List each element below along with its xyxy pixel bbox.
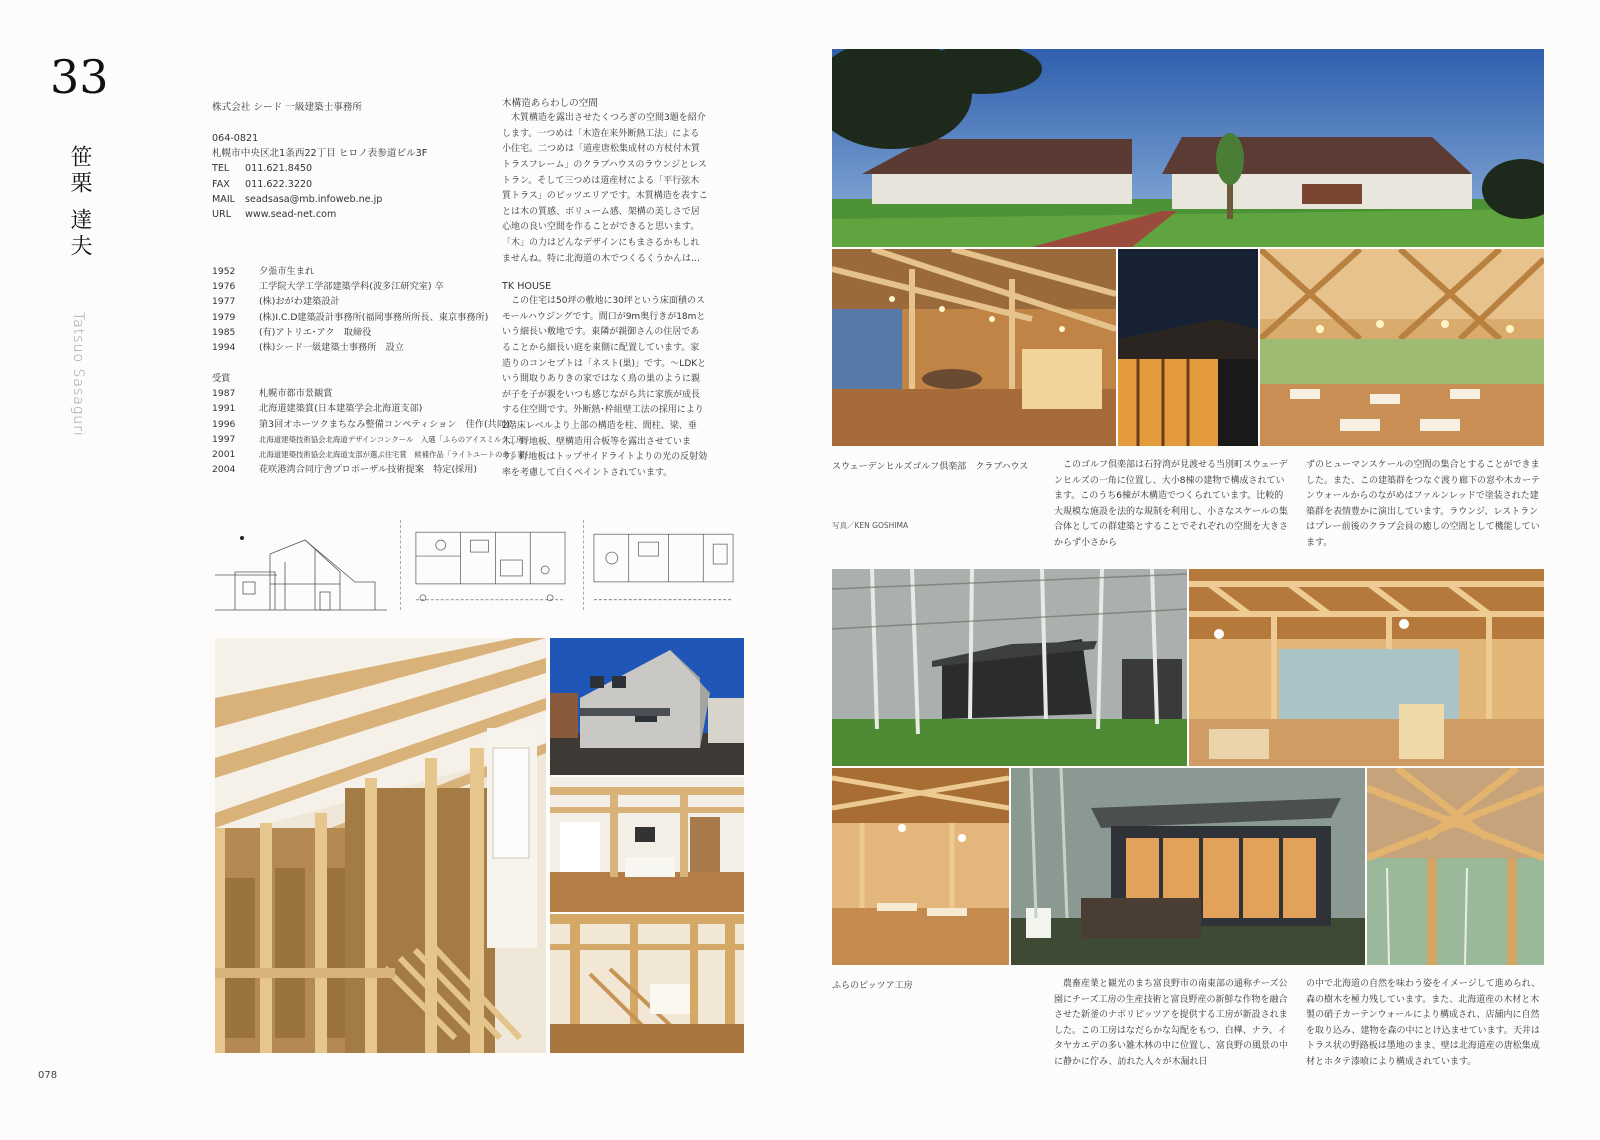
contact-block	[212, 131, 427, 222]
career-item: 1985 (有)アトリエ･アク 取締役	[212, 326, 372, 338]
tk-house-attic-photo	[215, 638, 546, 1053]
awards-list	[212, 371, 532, 477]
awards-heading: 受賞	[212, 373, 231, 384]
pizza-forest-exterior-photo	[832, 569, 1187, 766]
career-item: 1976 工学院大学工学部建築学科(波多江研究室) 卒	[212, 281, 444, 293]
golf-restaurant-photo	[1260, 249, 1544, 446]
tel-value: 011.621.8450	[245, 163, 313, 175]
page-number: 078	[38, 1070, 58, 1081]
career-list	[212, 264, 488, 355]
tel-label: TEL	[212, 163, 230, 175]
golf-photo-credit: 写真／KEN GOSHIMA	[832, 521, 909, 530]
pizza-caption: ふらのピッツア工房	[832, 981, 913, 991]
floor-plan-2-svg	[584, 520, 743, 610]
pizza-text-col2: の中で北海道の自然を味わう姿をイメージして進められ、森の樹木を極力残しています。また、北海道産の木材と木製の硝子カーテンウォールにより構成され、店舗内に自然を取り込み、建物を森の中にとけ込ませています。天井はトラス状の野路板は墨地のまま、壁は北海道産の唐松集成材とホタテ漆喰により構成されています。	[1306, 979, 1541, 1067]
floor-plan-1-svg	[401, 520, 570, 610]
career-item: 1977 (株)おがわ建築設計	[212, 296, 340, 308]
email-link[interactable]: seadsasa@mb.infoweb.ne.jp	[245, 193, 383, 205]
street-address: 札幌市中央区北1条西22丁目 ヒロノ表参道ビル3F	[212, 148, 428, 160]
award-item: 1997 北海道建築技術協会北海道デザインコンクール 入選「ふらのアイスミルク工房」	[212, 433, 531, 445]
architect-name-romaji: Tatsuo Sasaguri	[70, 312, 86, 437]
url-label: URL	[212, 209, 232, 221]
tk-house-heading: TK HOUSE	[502, 281, 552, 292]
intro-text: 木質構造を露出させたくつろぎの空間3題を紹介します。一つめは「木造在来外断熱工法」による小住宅。二つめは「道産唐松集成材の方杖付木質トラスフレーム」のクラブハウスのラウンジとレストラン。そして三つめは道産材による「平行弦木質トラス」のピッツエリアです。木質構造を表すことは木の質感、ボリューム感、架構の美しさで居心地の良い空間を作ることができると思います。「木」の力はどんなデザインにもまさるかもしれませんね。特に北海道の木でつくるくうかんは…	[502, 113, 708, 264]
career-item: 1952 夕張市生まれ	[212, 266, 315, 277]
section-drawing	[215, 522, 387, 614]
golf-caption: スウェーデンヒルズゴルフ倶楽部 クラブハウス	[832, 462, 1029, 472]
award-item: 1987 札幌市都市景観賞	[212, 388, 333, 400]
golf-clubhouse-exterior-photo	[832, 49, 1544, 247]
website-link[interactable]: www.sead-net.com	[245, 209, 337, 221]
architect-name: 笹栗 達夫	[67, 145, 92, 260]
floor-plan-1	[400, 520, 570, 610]
pizza-dining-photo	[832, 768, 1009, 965]
award-item: 1996 第3回オホーツクまちなみ整備コンペティション 佳作(共同)	[212, 418, 510, 430]
tk-house-exterior-photo	[550, 638, 744, 775]
intro-section	[502, 96, 708, 267]
fax-value: 011.622.3220	[245, 178, 313, 190]
floor-plan-2	[583, 520, 743, 610]
pizza-exterior-photo	[1011, 768, 1365, 965]
pizza-interior-truss-photo	[1189, 569, 1544, 766]
pizza-text-col1: 農畜産業と観光のまち富良野市の南東部の通称チーズ公園にチーズ工房の生産技術と富良野産の新鮮な作物を融合させた新釜のナポリピッツアを提供する工房が新設されました。この工房はなだらかな勾配をもつ、白樺、ナラ、イタヤカエデの多い雑木林の中に位置し、富良野の風景の中に静かに佇み、訪れた人々が木漏れ日	[1054, 979, 1289, 1067]
golf-night-exterior-photo	[1118, 249, 1258, 446]
golf-text-col1: このゴルフ倶楽部は石狩湾が見渡せる当別町スウェーデンヒルズの一角に位置し、大小8棟の建物で構成されています。このうち6棟が木構造でつくられています。比較的大規模な施設を法的な規制を利用し、小さなスケールの集合体としての群建築とすることでそれぞれの空間を大きさからず小さから	[1054, 460, 1289, 548]
tk-house-living-photo	[550, 777, 744, 912]
intro-heading: 木構造あらわしの空間	[502, 98, 598, 109]
tk-house-section	[502, 279, 708, 481]
career-item: 1994 (株)シード一級建築士事務所 設立	[212, 342, 404, 354]
award-item: 2001 北海道建築技術協会北海道支部が選ぶ住宅賞 候補作品「ライトユートのある家」	[212, 449, 532, 461]
fax-label: FAX	[212, 178, 230, 190]
award-item: 2004 花咲港湾合同庁舎プロポーザル技術提案 特定(採用)	[212, 464, 478, 476]
award-item: 1991 北海道建築賞(日本建築学会北海道支部)	[212, 403, 423, 415]
tk-house-text: この住宅は50坪の敷地に30坪という床面積のスモールハウジングです。間口が9m奥行きが18mという細長い敷地です。東隣が親御さんの住居であることから細長い庭を東側に配置しています。家造りのコンセプトは「ネスト(巣)」です。～LDKという間取りありきの家ではなく鳥の巣のように親が子を子が親をいつも感じながら共に家族が成長する住空間です。外断熱･枠組壁工法の採用により2階床レベルより上部の構造を柱、間柱、梁、垂木、野地板、壁構造用合板等を露出させています。野地板はトップサイドライトよりの光の反射効率を考慮して白くペイントされています。	[502, 296, 708, 478]
career-item: 1979 (株)I.C.D建築設計事務所(福岡事務所所長、東京事務所)	[212, 311, 489, 323]
golf-text-col2: ずのヒューマンスケールの空間の集合とすることができました。また、この建築群をつなぐ渡り廊下の窓や木カーテンウォールからのながめはファルンレッドで塗装された建築群を表情豊かに演出しています。ラウンジ、レストランはプレー前後のクラブ会員の癒しの空間として機能しています。	[1306, 460, 1541, 548]
pizza-truss-corner-photo	[1367, 768, 1544, 965]
tk-house-stair-photo	[550, 914, 744, 1053]
entry-number: 33	[50, 50, 109, 104]
golf-lounge-photo	[832, 249, 1116, 446]
company-name: 株式会社 シード 一級建築士事務所	[212, 102, 363, 113]
zip-code: 064-0821	[212, 133, 259, 144]
mail-label: MAIL	[212, 193, 236, 205]
section-drawing-svg	[215, 522, 387, 614]
